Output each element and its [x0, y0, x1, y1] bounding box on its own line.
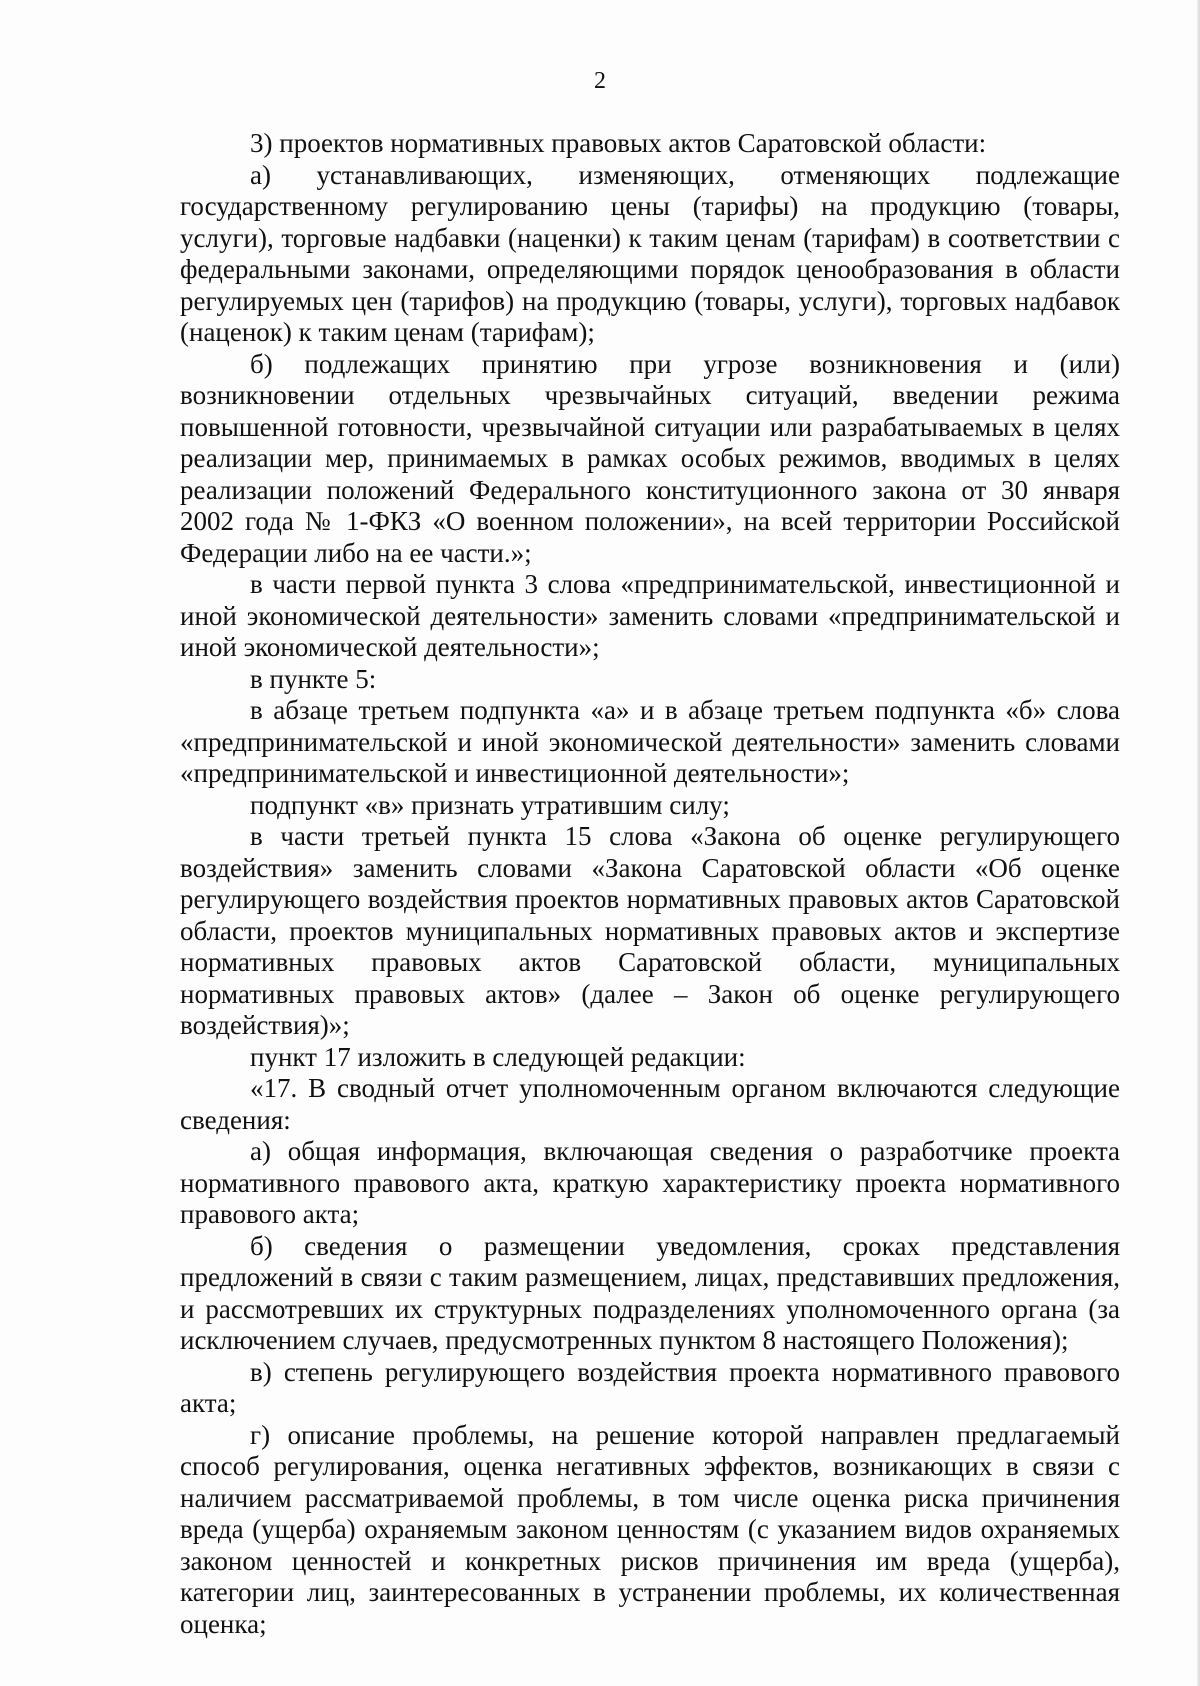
paragraph: 3) проектов нормативных правовых актов Саратовской области: [250, 128, 987, 158]
paragraph: в пункте 5: [250, 663, 377, 694]
paragraph: б) сведения о размещении уведомления, сроках представления предложений в связи с таким размещением, лицах, представивших предложения, и рассмотревших их структурных подразделениях уполномоченного органа (за исключением случаев, предусмотренных пунктом 8 настоящего Положения); [180, 1230, 1120, 1355]
paragraph: а) устанавливающих, изменяющих, отменяющих подлежащие государственному регулированию цены (тарифы) на продукцию (товары, услуги), торговые надбавки (наценки) к таким ценам (тарифам) в соответствии с федеральными законами, определяющими порядок ценообразования в области регулируемых цен (тарифов) на продукцию (товары, услуги), торговых надбавок (наценок) к таким ценам (тарифам); [180, 159, 1120, 347]
paragraph: в абзаце третьем подпункта «а» и в абзаце третьем подпункта «б» слова «предпринимательской и иной экономической деятельности» заменить словами «предпринимательской и инвестиционной деятельности»; [180, 695, 1120, 788]
paragraph: б) подлежащих принятию при угрозе возникновения и (или) возникновении отдельных чрезвычайных ситуаций, введении режима повышенной готовности, чрезвычайной ситуации или разрабатываемых в целях реализации мер, принимаемых в рамках особых режимов, вводимых в целях реализации положений Федерального конституционного закона от 30 января 2002 года № 1-ФКЗ «О военном положении», на всей территории Российской Федерации либо на ее части.»; [180, 348, 1120, 568]
paragraph: подпункт «в» признать утратившим силу; [250, 789, 730, 820]
paragraph: а) общая информация, включающая сведения о разработчике проекта нормативного правового акта, краткую характеристику проекта нормативного правового акта; [180, 1136, 1120, 1229]
paragraph: в) степень регулирующего воздействия проекта нормативного правового акта; [180, 1356, 1120, 1418]
page-number: 2 [594, 68, 606, 94]
paragraph: в части третьей пункта 15 слова «Закона об оценке регулирующего воздействия» заменить словами «Закона Саратовской области «Об оценке регулирующего воздействия проектов нормативных правовых актов Саратовской области, проектов муниципальных нормативных правовых актов и экспертизе нормативных правовых актов Саратовской области, муниципальных нормативных правовых актов» (далее – Закон об оценке регулирующего воздействия)»; [180, 821, 1120, 1040]
paragraph: в части первой пункта 3 слова «предпринимательской, инвестиционной и иной экономической деятельности» заменить словами «предпринимательской и иной экономической деятельности»; [180, 569, 1120, 662]
paragraph: «17. В сводный отчет уполномоченным органом включаются следующие сведения: [180, 1073, 1120, 1135]
paragraph: г) описание проблемы, на решение которой направлен предлагаемый способ регулирования, оценка негативных эффектов, возникающих в связи с наличием рассматриваемой проблемы, в том числе оценка риска причинения вреда (ущерба) охраняемым законом ценностям (с указанием видов охраняемых законом ценностей и конкретных рисков причинения им вреда (ущерба), категории лиц, заинтересованных в устранении проблемы, их количественная оценка; [180, 1419, 1120, 1639]
paragraph: пункт 17 изложить в следующей редакции: [250, 1041, 746, 1072]
document-body [180, 128, 1120, 1640]
